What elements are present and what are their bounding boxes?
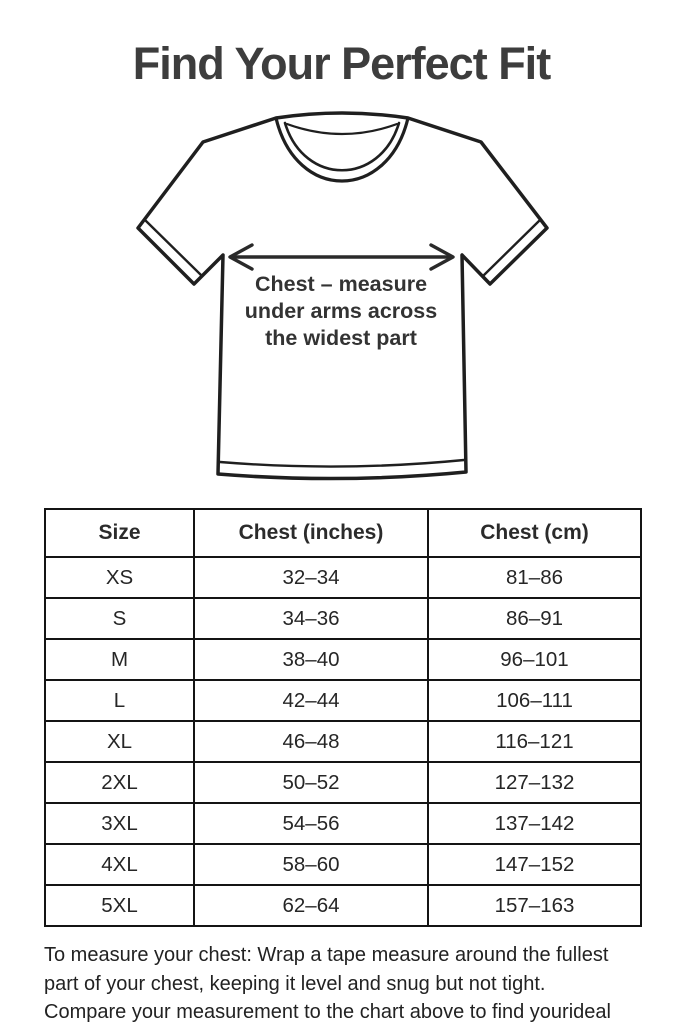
chest-inches-cell: 62–64	[194, 885, 428, 926]
size-cell: 5XL	[45, 885, 194, 926]
chest-cm-cell: 81–86	[428, 557, 641, 598]
measure-instructions	[44, 941, 660, 1024]
chest-cm-cell: 116–121	[428, 721, 641, 762]
size-cell: S	[45, 598, 194, 639]
page-title: Find Your Perfect Fit	[132, 38, 551, 89]
size-cell: M	[45, 639, 194, 680]
table-row	[45, 639, 641, 680]
chest-cm-cell: 157–163	[428, 885, 641, 926]
chest-inches-cell: 50–52	[194, 762, 428, 803]
size-cell: L	[45, 680, 194, 721]
size-cell: XS	[45, 557, 194, 598]
table-header-row	[45, 509, 641, 557]
chest-measure-label	[171, 271, 511, 352]
chest-cm-cell: 86–91	[428, 598, 641, 639]
instructions-line-3: Compare your measurement to the chart above to find yourideal	[44, 1001, 611, 1023]
column-header-chest-cm: Chest (cm)	[428, 509, 641, 557]
instructions-line-1: To measure your chest: Wrap a tape measure around the fullest	[44, 944, 609, 966]
chest-inches-cell: 46–48	[194, 721, 428, 762]
size-cell: XL	[45, 721, 194, 762]
table-row	[45, 680, 641, 721]
chest-cm-cell: 106–111	[428, 680, 641, 721]
chest-label-line-1: Chest – measure	[254, 272, 428, 296]
table-row	[45, 598, 641, 639]
chest-cm-cell: 127–132	[428, 762, 641, 803]
chest-inches-cell: 58–60	[194, 844, 428, 885]
table-row	[45, 844, 641, 885]
chest-inches-cell: 38–40	[194, 639, 428, 680]
table-row	[45, 762, 641, 803]
chest-inches-cell: 32–34	[194, 557, 428, 598]
instructions-line-2: part of your chest, keeping it level and snug but not tight.	[44, 972, 546, 995]
table-row	[45, 721, 641, 762]
chest-label-line-2: under arms across	[244, 299, 438, 323]
chest-label-line-3: the widest part	[265, 326, 417, 350]
size-cell: 3XL	[45, 803, 194, 844]
table-row	[45, 885, 641, 926]
chest-cm-cell: 96–101	[428, 639, 641, 680]
table-row	[45, 803, 641, 844]
chest-inches-cell: 34–36	[194, 598, 428, 639]
chest-inches-cell: 54–56	[194, 803, 428, 844]
column-header-size: Size	[45, 509, 194, 557]
size-cell: 4XL	[45, 844, 194, 885]
chest-inches-cell: 42–44	[194, 680, 428, 721]
column-header-chest-inches: Chest (inches)	[194, 509, 428, 557]
size-chart-table	[44, 508, 642, 927]
chest-cm-cell: 137–142	[428, 803, 641, 844]
chest-cm-cell: 147–152	[428, 844, 641, 885]
size-cell: 2XL	[45, 762, 194, 803]
table-row	[45, 557, 641, 598]
